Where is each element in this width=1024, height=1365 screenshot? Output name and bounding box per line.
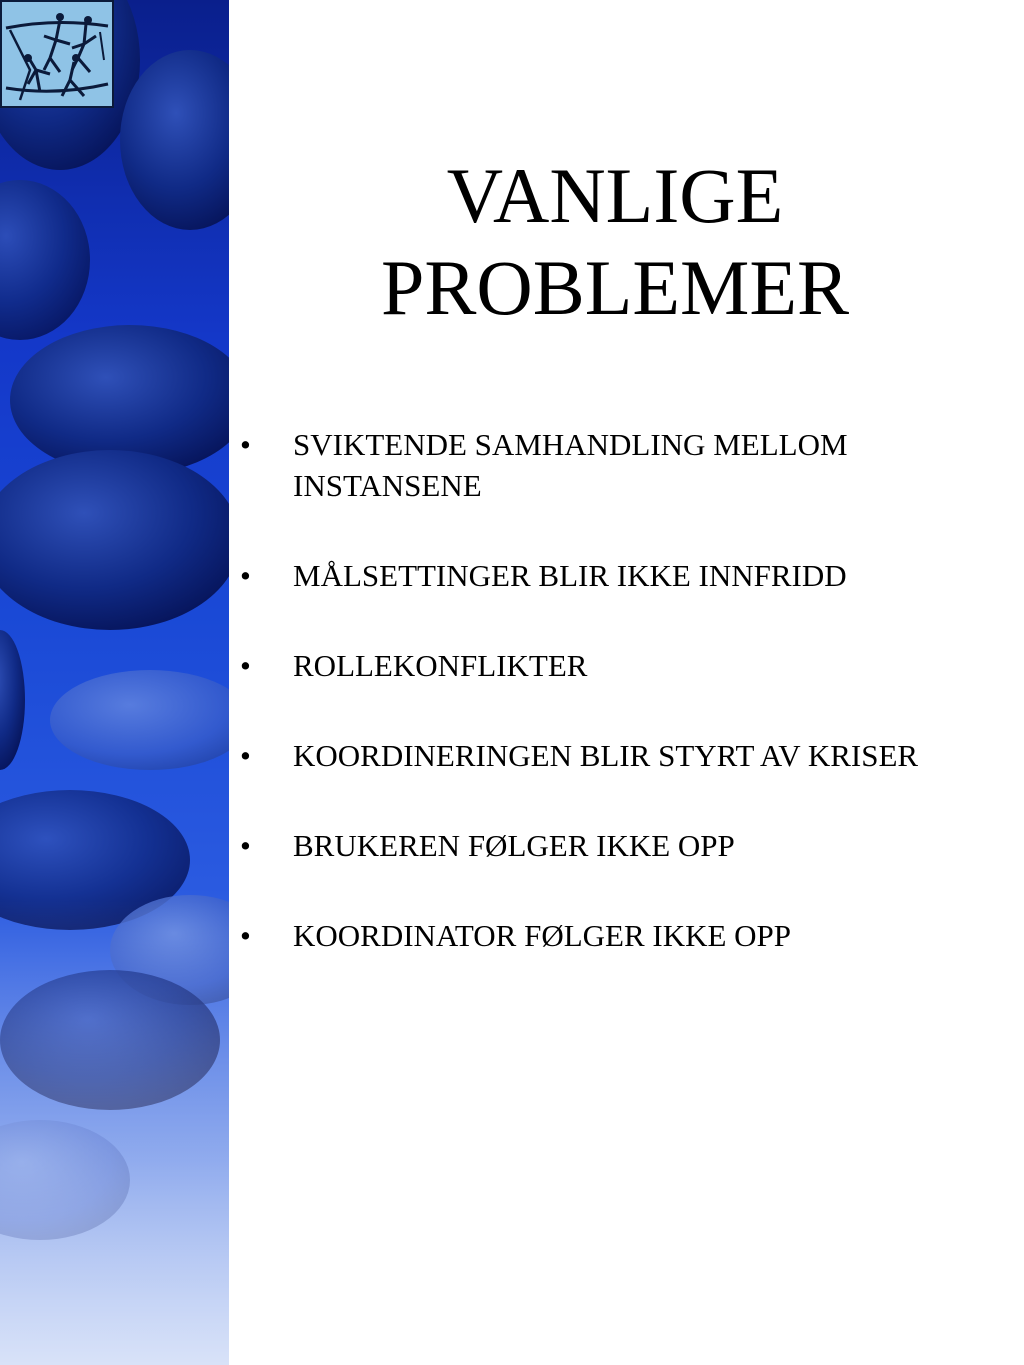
bullet-list: [240, 424, 960, 1005]
bullet-dot: •: [240, 427, 251, 462]
bullet-text: KOORDINERINGEN BLIR STYRT AV KRISER: [293, 738, 919, 773]
title-line-2: PROBLEMER: [380, 244, 850, 331]
bullet-text: BRUKEREN FØLGER IKKE OPP: [293, 828, 735, 863]
bullet-item: [240, 645, 960, 686]
bullet-text: KOORDINATOR FØLGER IKKE OPP: [293, 918, 792, 953]
bullet-dot: •: [240, 828, 251, 863]
bullet-item: [240, 915, 960, 956]
bullet-text: ROLLEKONFLIKTER: [293, 648, 588, 683]
slide-title: [300, 150, 930, 334]
bullet-item: [240, 735, 960, 776]
rock-carving-logo: [0, 0, 114, 108]
bullet-text: SVIKTENDE SAMHANDLING MELLOM INSTANSENE: [293, 427, 848, 503]
title-line-1: VANLIGE: [446, 152, 784, 239]
bullet-item: [240, 555, 960, 596]
bullet-item: [240, 825, 960, 866]
bullet-item: [240, 424, 960, 506]
bullet-dot: •: [240, 558, 251, 593]
stones-illustration: [0, 0, 229, 1365]
bullet-dot: •: [240, 738, 251, 773]
bullet-dot: •: [240, 918, 251, 953]
bullet-dot: •: [240, 648, 251, 683]
bullet-text: MÅLSETTINGER BLIR IKKE INNFRIDD: [293, 558, 847, 593]
side-stones-image: [0, 0, 229, 1365]
